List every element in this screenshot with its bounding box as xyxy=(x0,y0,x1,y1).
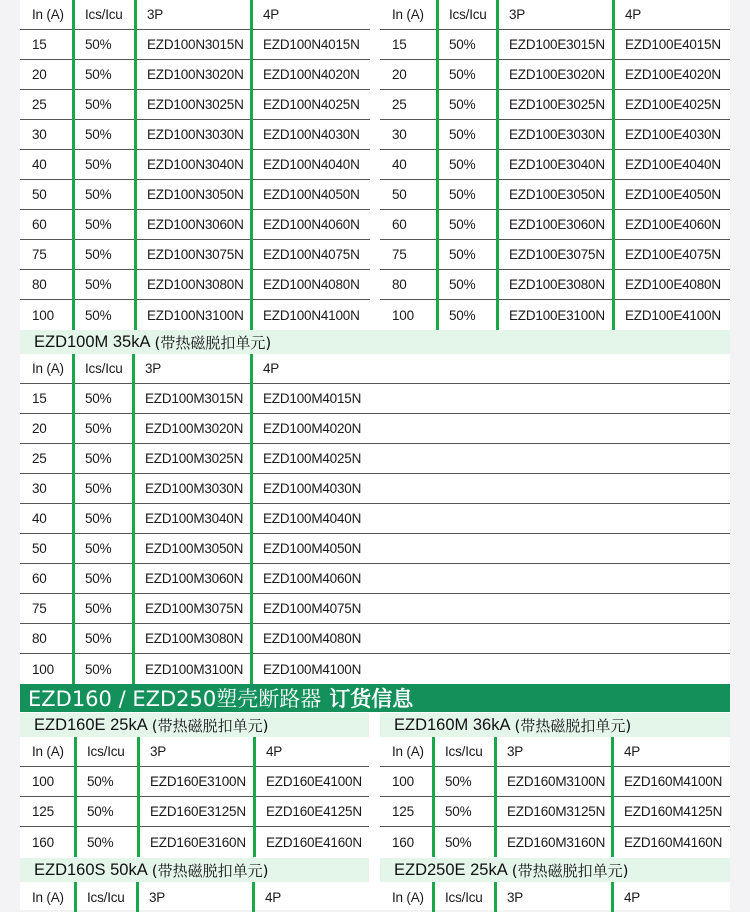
section-title: EZD160 / EZD250塑壳断路器 xyxy=(28,687,322,711)
cell-ics-icu: 50% xyxy=(449,277,476,292)
cell-4p: EZD100E4030N xyxy=(625,127,721,142)
header-3p: 3P xyxy=(150,744,167,759)
subheader-title: EZD160S 50kA xyxy=(34,860,148,879)
table-row xyxy=(20,797,369,827)
table-header-row xyxy=(20,882,369,912)
column-divider xyxy=(432,882,435,912)
cell-ics-icu: 50% xyxy=(85,247,112,262)
cell-3p: EZD100E3030N xyxy=(509,127,605,142)
cell-4p: EZD100E4050N xyxy=(625,187,721,202)
cell-ics-icu: 50% xyxy=(85,601,112,616)
header-ics-icu: Ics/Icu xyxy=(445,744,483,759)
cell-4p: EZD100N4050N xyxy=(263,187,360,202)
cell-ics-icu: 50% xyxy=(449,127,476,142)
header-in-a: In (A) xyxy=(392,7,424,22)
cell-in-a: 100 xyxy=(392,307,414,323)
cell-ics-icu: 50% xyxy=(445,834,472,850)
cell-3p: EZD100N3080N xyxy=(147,277,244,292)
column-divider xyxy=(436,0,439,330)
cell-in-a: 80 xyxy=(32,277,47,292)
column-divider xyxy=(253,737,256,857)
cell-ics-icu: 50% xyxy=(449,247,476,262)
header-ics-icu: Ics/Icu xyxy=(85,361,123,376)
cell-in-a: 75 xyxy=(32,601,47,616)
cell-in-a: 30 xyxy=(32,127,47,142)
cell-3p: EZD160M3100N xyxy=(507,774,606,789)
header-4p: 4P xyxy=(624,744,641,759)
table-ezd100m xyxy=(20,354,730,684)
subheader-note: (带热磁脱扣单元) xyxy=(151,861,269,880)
cell-3p: EZD100M3020N xyxy=(145,421,244,436)
cell-in-a: 30 xyxy=(392,127,407,142)
cell-ics-icu: 50% xyxy=(85,67,112,82)
header-4p: 4P xyxy=(265,889,282,905)
cell-3p: EZD100N3030N xyxy=(147,127,244,142)
cell-3p: EZD100E3075N xyxy=(509,247,605,262)
cell-3p: EZD100N3075N xyxy=(147,247,244,262)
cell-4p: EZD160M4125N xyxy=(624,804,723,819)
cell-3p: EZD100M3040N xyxy=(145,511,244,526)
cell-in-a: 60 xyxy=(32,217,47,232)
header-3p: 3P xyxy=(145,361,162,376)
cell-ics-icu: 50% xyxy=(85,157,112,172)
cell-4p: EZD100E4060N xyxy=(625,217,721,232)
cell-in-a: 80 xyxy=(392,277,407,292)
cell-4p: EZD100M4015N xyxy=(263,391,362,406)
cell-ics-icu: 50% xyxy=(85,37,112,52)
table-row xyxy=(380,60,730,90)
table-row xyxy=(380,300,730,330)
header-in-a: In (A) xyxy=(32,744,64,759)
cell-ics-icu: 50% xyxy=(85,541,112,556)
cell-3p: EZD100M3060N xyxy=(145,571,244,586)
cell-4p: EZD100M4020N xyxy=(263,421,362,436)
cell-3p: EZD100E3080N xyxy=(509,277,605,292)
cell-ics-icu: 50% xyxy=(449,157,476,172)
cell-3p: EZD160E3160N xyxy=(150,834,246,850)
cell-3p: EZD100N3050N xyxy=(147,187,244,202)
cell-ics-icu: 50% xyxy=(85,421,112,436)
cell-ics-icu: 50% xyxy=(85,187,112,202)
column-divider xyxy=(611,882,614,912)
cell-3p: EZD100N3100N xyxy=(147,307,244,323)
section-header xyxy=(20,684,730,712)
cell-4p: EZD160M4100N xyxy=(624,774,723,789)
cell-4p: EZD160E4160N xyxy=(266,834,362,850)
cell-in-a: 125 xyxy=(392,804,414,819)
table-row xyxy=(380,90,730,120)
cell-in-a: 50 xyxy=(32,541,47,556)
cell-4p: EZD100N4080N xyxy=(263,277,360,292)
header-3p: 3P xyxy=(147,7,164,22)
cell-in-a: 60 xyxy=(392,217,407,232)
table-ezd160m xyxy=(380,737,730,857)
table-row xyxy=(20,594,730,624)
header-4p: 4P xyxy=(266,744,283,759)
cell-3p: EZD100N3015N xyxy=(147,37,244,52)
column-divider xyxy=(494,882,497,912)
cell-3p: EZD100N3025N xyxy=(147,97,244,112)
cell-4p: EZD100N4040N xyxy=(263,157,360,172)
subheader-title: EZD100M 35kA xyxy=(34,332,151,351)
table-row xyxy=(20,654,730,684)
cell-in-a: 50 xyxy=(32,187,47,202)
cell-4p: EZD100M4060N xyxy=(263,571,362,586)
cell-ics-icu: 50% xyxy=(449,97,476,112)
cell-4p: EZD100N4030N xyxy=(263,127,360,142)
cell-3p: EZD100E3060N xyxy=(509,217,605,232)
header-in-a: In (A) xyxy=(392,744,424,759)
column-divider xyxy=(496,0,499,330)
section-title-bold: 订货信息 xyxy=(329,687,414,711)
cell-in-a: 40 xyxy=(392,157,407,172)
cell-in-a: 100 xyxy=(32,661,54,677)
cell-ics-icu: 50% xyxy=(445,774,472,789)
cell-in-a: 20 xyxy=(32,67,47,82)
column-divider xyxy=(250,0,253,330)
cell-3p: EZD160E3100N xyxy=(150,774,246,789)
cell-ics-icu: 50% xyxy=(85,97,112,112)
column-divider xyxy=(252,882,255,912)
cell-in-a: 25 xyxy=(32,451,47,466)
header-ics-icu: Ics/Icu xyxy=(87,744,125,759)
cell-3p: EZD100E3020N xyxy=(509,67,605,82)
cell-in-a: 15 xyxy=(32,391,47,406)
cell-ics-icu: 50% xyxy=(85,481,112,496)
subheader-note: (带热磁脱扣单元) xyxy=(151,716,269,735)
table-ezd160e xyxy=(20,737,369,857)
column-divider xyxy=(74,882,77,912)
header-3p: 3P xyxy=(149,889,166,905)
table-header-row xyxy=(20,737,369,767)
table-row xyxy=(380,210,730,240)
cell-4p: EZD100E4075N xyxy=(625,247,721,262)
cell-ics-icu: 50% xyxy=(449,37,476,52)
cell-4p: EZD100E4080N xyxy=(625,277,721,292)
cell-in-a: 80 xyxy=(32,631,47,646)
table-row xyxy=(380,240,730,270)
cell-4p: EZD100M4050N xyxy=(263,541,362,556)
cell-in-a: 160 xyxy=(392,834,414,850)
cell-in-a: 160 xyxy=(32,834,54,850)
cell-3p: EZD100M3100N xyxy=(145,661,244,677)
header-4p: 4P xyxy=(625,7,642,22)
column-divider xyxy=(137,737,140,857)
table-row xyxy=(380,30,730,60)
column-divider xyxy=(612,0,615,330)
header-3p: 3P xyxy=(507,744,524,759)
cell-ics-icu: 50% xyxy=(85,391,112,406)
subheader-ezd100m xyxy=(20,330,730,354)
subheader-title: EZD160M 36kA xyxy=(394,715,511,734)
cell-3p: EZD160M3160N xyxy=(507,834,606,850)
cell-4p: EZD100N4060N xyxy=(263,217,360,232)
header-ics-icu: Ics/Icu xyxy=(87,889,125,905)
cell-3p: EZD100N3020N xyxy=(147,67,244,82)
subheader-ezd160s xyxy=(20,858,369,882)
cell-in-a: 75 xyxy=(32,247,47,262)
subheader-ezd160m xyxy=(380,713,730,737)
cell-4p: EZD100E4025N xyxy=(625,97,721,112)
table-header-row xyxy=(380,0,730,30)
cell-in-a: 100 xyxy=(32,774,54,789)
header-in-a: In (A) xyxy=(32,889,64,905)
cell-4p: EZD100N4025N xyxy=(263,97,360,112)
cell-in-a: 25 xyxy=(392,97,407,112)
cell-3p: EZD100M3075N xyxy=(145,601,244,616)
table-row xyxy=(380,120,730,150)
cell-4p: EZD100M4080N xyxy=(263,631,362,646)
header-in-a: In (A) xyxy=(32,7,64,22)
cell-3p: EZD100M3030N xyxy=(145,481,244,496)
header-ics-icu: Ics/Icu xyxy=(85,7,123,22)
column-divider xyxy=(250,354,253,684)
header-in-a: In (A) xyxy=(32,361,64,376)
cell-4p: EZD100E4040N xyxy=(625,157,721,172)
column-divider xyxy=(72,354,75,684)
cell-3p: EZD100M3015N xyxy=(145,391,244,406)
cell-in-a: 60 xyxy=(32,571,47,586)
cell-in-a: 125 xyxy=(32,804,54,819)
cell-4p: EZD100E4015N xyxy=(625,37,721,52)
cell-in-a: 30 xyxy=(32,481,47,496)
table-ezd100n xyxy=(20,0,370,330)
cell-ics-icu: 50% xyxy=(87,804,114,819)
column-divider xyxy=(134,0,137,330)
table-ezd250e xyxy=(380,882,730,912)
cell-4p: EZD100N4020N xyxy=(263,67,360,82)
table-row xyxy=(380,150,730,180)
table-row xyxy=(20,624,730,654)
cell-3p: EZD100N3040N xyxy=(147,157,244,172)
cell-3p: EZD100E3100N xyxy=(509,307,605,323)
table-row xyxy=(20,444,730,474)
column-divider xyxy=(74,737,77,857)
table-header-row xyxy=(20,354,730,384)
cell-in-a: 40 xyxy=(32,157,47,172)
table-row xyxy=(20,534,730,564)
cell-ics-icu: 50% xyxy=(87,774,114,789)
cell-3p: EZD100M3025N xyxy=(145,451,244,466)
cell-4p: EZD100E4100N xyxy=(625,307,721,323)
cell-4p: EZD160M4160N xyxy=(624,834,723,850)
cell-4p: EZD160E4125N xyxy=(266,804,362,819)
subheader-note: (带热磁脱扣单元) xyxy=(511,861,629,880)
cell-in-a: 100 xyxy=(32,307,54,323)
cell-3p: EZD160M3125N xyxy=(507,804,606,819)
table-row xyxy=(20,384,730,414)
table-row xyxy=(380,270,730,300)
cell-ics-icu: 50% xyxy=(449,187,476,202)
cell-ics-icu: 50% xyxy=(87,834,114,850)
cell-in-a: 25 xyxy=(32,97,47,112)
cell-in-a: 100 xyxy=(392,774,414,789)
table-row xyxy=(20,564,730,594)
header-ics-icu: Ics/Icu xyxy=(445,889,483,905)
cell-ics-icu: 50% xyxy=(445,804,472,819)
subheader-title: EZD160E 25kA xyxy=(34,715,148,734)
cell-4p: EZD100M4100N xyxy=(263,661,362,677)
cell-3p: EZD100E3050N xyxy=(509,187,605,202)
cell-4p: EZD100M4025N xyxy=(263,451,362,466)
cell-in-a: 50 xyxy=(392,187,407,202)
column-divider xyxy=(72,0,75,330)
cell-ics-icu: 50% xyxy=(85,307,112,323)
table-ezd160s xyxy=(20,882,369,912)
table-row xyxy=(20,474,730,504)
column-divider xyxy=(132,354,135,684)
cell-ics-icu: 50% xyxy=(85,127,112,142)
cell-4p: EZD100M4075N xyxy=(263,601,362,616)
cell-in-a: 15 xyxy=(32,37,47,52)
cell-ics-icu: 50% xyxy=(449,67,476,82)
cell-ics-icu: 50% xyxy=(85,277,112,292)
table-row xyxy=(380,180,730,210)
cell-4p: EZD100N4015N xyxy=(263,37,360,52)
table-ezd100e xyxy=(380,0,730,330)
cell-3p: EZD160E3125N xyxy=(150,804,246,819)
cell-in-a: 20 xyxy=(392,67,407,82)
cell-ics-icu: 50% xyxy=(85,631,112,646)
cell-in-a: 20 xyxy=(32,421,47,436)
column-divider xyxy=(136,882,139,912)
cell-3p: EZD100E3015N xyxy=(509,37,605,52)
column-divider xyxy=(432,737,435,857)
subheader-title: EZD250E 25kA xyxy=(394,860,508,879)
cell-ics-icu: 50% xyxy=(85,451,112,466)
cell-4p: EZD100M4030N xyxy=(263,481,362,496)
cell-ics-icu: 50% xyxy=(85,511,112,526)
cell-ics-icu: 50% xyxy=(449,217,476,232)
cell-in-a: 75 xyxy=(392,247,407,262)
table-row xyxy=(20,827,369,857)
header-3p: 3P xyxy=(507,889,524,905)
subheader-note: (带热磁脱扣单元) xyxy=(514,716,632,735)
cell-in-a: 40 xyxy=(32,511,47,526)
cell-ics-icu: 50% xyxy=(85,217,112,232)
subheader-ezd250e xyxy=(380,858,730,882)
header-in-a: In (A) xyxy=(392,889,424,905)
header-4p: 4P xyxy=(624,889,641,905)
table-row xyxy=(20,767,369,797)
cell-4p: EZD160E4100N xyxy=(266,774,362,789)
cell-3p: EZD100N3060N xyxy=(147,217,244,232)
cell-ics-icu: 50% xyxy=(449,307,476,323)
column-divider xyxy=(494,737,497,857)
table-row xyxy=(20,504,730,534)
subheader-note: (带热磁脱扣单元) xyxy=(154,333,272,352)
cell-in-a: 15 xyxy=(392,37,407,52)
cell-3p: EZD100M3080N xyxy=(145,631,244,646)
header-ics-icu: Ics/Icu xyxy=(449,7,487,22)
cell-4p: EZD100M4040N xyxy=(263,511,362,526)
header-3p: 3P xyxy=(509,7,526,22)
cell-4p: EZD100N4100N xyxy=(263,307,360,323)
cell-4p: EZD100N4075N xyxy=(263,247,360,262)
table-row xyxy=(20,414,730,444)
cell-3p: EZD100M3050N xyxy=(145,541,244,556)
cell-3p: EZD100E3025N xyxy=(509,97,605,112)
header-4p: 4P xyxy=(263,361,280,376)
subheader-ezd160e xyxy=(20,713,369,737)
header-4p: 4P xyxy=(263,7,280,22)
cell-4p: EZD100E4020N xyxy=(625,67,721,82)
cell-ics-icu: 50% xyxy=(85,661,112,677)
cell-3p: EZD100E3040N xyxy=(509,157,605,172)
cell-ics-icu: 50% xyxy=(85,571,112,586)
column-divider xyxy=(611,737,614,857)
